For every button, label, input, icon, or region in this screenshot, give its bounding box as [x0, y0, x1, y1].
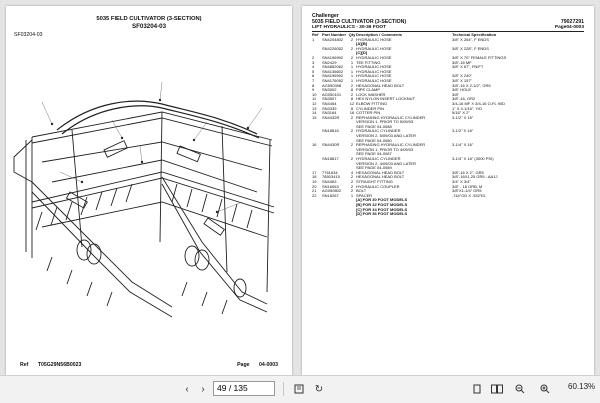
- part-number-cell: AG050101: [322, 91, 342, 97]
- part-number-cell: SN18816: [322, 128, 339, 134]
- description-cell: SEE PAGE 04-0089: [356, 166, 392, 171]
- ref-value: T05G29N56B0023: [37, 362, 82, 368]
- qty-cell: 2: [350, 114, 354, 120]
- description-cell: LOCK WASHER: [356, 92, 386, 97]
- spec-cell: 3-1/2" X 16": [452, 115, 474, 120]
- part-number-cell: [322, 212, 348, 217]
- ref-cell: 2: [312, 54, 315, 60]
- left-page-title: 5035 FIELD CULTIVATOR (3-SECTION): [96, 16, 202, 22]
- table-row: [312, 212, 586, 217]
- zoom-level[interactable]: 60.13%: [568, 382, 596, 391]
- qty-cell: 2: [350, 91, 354, 97]
- part-number-cell: SN4463: [322, 179, 337, 184]
- description-cell: [C] FOR 34 FOOT MODELS: [356, 207, 408, 212]
- spec-cell: 3-1/2" X 16": [452, 129, 474, 134]
- description-cell: HYDRAULIC CYLINDER: [356, 157, 401, 162]
- chevron-left-icon[interactable]: ‹: [185, 383, 189, 395]
- ref-cell: 10: [312, 91, 317, 97]
- rotate-icon[interactable]: ↻: [314, 383, 324, 395]
- description-cell: HEXAGONAL HEAD BOLT: [356, 83, 405, 88]
- spec-cell: 3/8": [452, 92, 459, 97]
- part-number-cell: AG050802: [322, 188, 342, 194]
- part-number-cell: SN4852062: [322, 64, 344, 70]
- description-cell: HEXAGONAL HEAD BOLT: [356, 170, 405, 175]
- spec-cell: 3/8" X 67", FN/FT: [452, 65, 484, 70]
- spec-cell: 3/4-16 MF X 3/4-16 O-FL 90D: [452, 101, 505, 106]
- doc-number: 79027291: [560, 19, 584, 25]
- description-cell: HYDRAULIC HOSE: [356, 74, 392, 79]
- brand-label: Challenger: [312, 13, 339, 19]
- ref-cell: 3: [312, 59, 315, 65]
- ref-cell: 9: [312, 87, 315, 93]
- part-number-cell: SN4136602: [322, 68, 344, 74]
- spec-cell: 3/8"-16 X 2", GR5: [452, 170, 484, 175]
- qty-cell: 2: [350, 179, 354, 184]
- description-cell: SEE PAGE 04-0087: [356, 152, 392, 157]
- part-number-cell: SN3507: [322, 96, 337, 102]
- description-cell: HEXAGONAL HEAD BOLT: [356, 175, 405, 180]
- zoom-in-icon[interactable]: [538, 382, 552, 396]
- spec-cell: 3/8" X 264", F ENDS: [452, 37, 489, 42]
- qty-cell: 2: [350, 188, 354, 194]
- two-page-icon[interactable]: [490, 382, 504, 396]
- section-title: LIFT HYDRAULICS - 30-36 FOOT: [312, 25, 387, 30]
- description-cell: HYDRAULIC HOSE: [356, 69, 392, 74]
- qty-cell: 4: [350, 169, 354, 175]
- ref-cell: 18: [312, 174, 317, 180]
- description-cell: VERSION 2, 4/09/03 AND LATER: [356, 161, 416, 166]
- description-cell: SPACER: [356, 193, 373, 198]
- qty-cell: 8: [350, 87, 354, 93]
- description-cell: HYDRAULIC HOSE: [356, 78, 392, 83]
- part-number-cell: SN3164: [322, 110, 337, 116]
- part-number-cell: SN3002: [322, 87, 337, 93]
- description-cell: CYLINDER PIN: [356, 106, 385, 111]
- right-page-title: 5035 FIELD CULTIVATOR (3-SECTION): [312, 19, 407, 25]
- spec-cell: 3/8" - 16 ORB, M: [452, 184, 483, 189]
- description-cell: STRAIGHT FITTING: [356, 180, 393, 184]
- spec-cell: 3/8"-16 MF: [452, 60, 472, 65]
- part-number-cell: SN2429: [322, 59, 337, 65]
- part-number-cell: SN4204802: [322, 36, 344, 42]
- table-body: [312, 38, 586, 217]
- part-number-cell: SN3339: [322, 105, 337, 111]
- page-label: Page: [237, 362, 250, 368]
- description-cell: [D] FOR 36 FOOT MODELS: [356, 212, 408, 217]
- spec-cell: 5/16" X 2": [452, 111, 470, 116]
- ref-cell: 13: [312, 105, 317, 111]
- description-cell: [C][D]: [356, 51, 368, 56]
- right-document-page: [302, 6, 594, 376]
- description-cell: TEE FITTING: [356, 60, 381, 65]
- part-number-cell: SN4196992: [322, 54, 344, 60]
- ref-cell: 11: [312, 96, 317, 102]
- spec-cell: [452, 212, 586, 217]
- part-number-cell: SN18817: [322, 156, 339, 162]
- spec-cell: 1" X 4-1/16", Y/D: [452, 106, 483, 111]
- qty-cell: 2: [350, 156, 354, 162]
- part-number-cell: 78503415: [322, 174, 340, 180]
- spec-cell: .744"OD X .532"ID,: [452, 193, 487, 198]
- chevron-right-icon[interactable]: ›: [201, 383, 205, 395]
- left-document-page: [6, 6, 292, 376]
- description-cell: [A] FOR 30 FOOT MODELS: [356, 198, 408, 203]
- viewer-toolbar: [0, 375, 600, 403]
- qty-cell: 1: [350, 73, 354, 79]
- parts-diagram: [12, 42, 288, 342]
- description-cell: HYDRAULIC HOSE: [356, 37, 392, 42]
- description-cell: SEE PAGE 04-0080: [356, 138, 392, 143]
- spec-cell: 3/4" X 3/4": [452, 180, 471, 184]
- ref-cell: 22: [312, 192, 317, 198]
- description-cell: BOLT: [356, 189, 367, 194]
- spec-cell: 3/8"X1-1/4" GR5: [452, 189, 482, 194]
- qty-cell: 1: [350, 59, 354, 65]
- description-cell: HYDRAULIC CYLINDER: [356, 129, 401, 134]
- qty-cell: 2: [350, 128, 354, 134]
- ref-cell: 6: [312, 73, 315, 79]
- qty-cell: 8: [350, 96, 354, 102]
- qty-cell: 2: [350, 45, 354, 51]
- description-cell: REPHASING HYDRAULIC CYLINDER: [356, 115, 426, 120]
- description-cell: HYDRAULIC COUPLER: [356, 184, 400, 189]
- ref-cell: 14: [312, 110, 317, 116]
- ref-cell: 5: [312, 68, 315, 74]
- part-number-cell: SN16063: [322, 183, 339, 189]
- spec-cell: 3/8"-16 X 2-1/2", GR5: [452, 83, 491, 88]
- ref-cell: 16: [312, 142, 317, 148]
- part-number-cell: SN4454: [322, 100, 337, 106]
- description-cell: HYDRAULIC HOSE: [356, 65, 392, 70]
- description-cell: HYDRAULIC HOSE: [356, 46, 392, 51]
- ref-cell: 15: [312, 114, 317, 120]
- qty-cell: [348, 212, 356, 217]
- spec-cell: 3/8" X 228", F ENDS: [452, 46, 489, 51]
- qty-cell: 2: [350, 174, 354, 180]
- ref-cell: 20: [312, 183, 317, 189]
- qty-cell: 12: [349, 100, 355, 106]
- ref-cell: 1: [312, 36, 315, 42]
- part-number-cell: 7761634: [322, 169, 338, 175]
- spec-cell: 3-1/4" X 16": [452, 143, 474, 148]
- header-description: Description / Comments: [356, 33, 403, 37]
- description-cell: HEX NYLON INSERT LOCKNUT: [356, 97, 415, 102]
- ref-cell: 12: [312, 100, 317, 106]
- qty-cell: 1: [350, 192, 354, 198]
- spec-cell: 3/8" X 157": [452, 78, 472, 83]
- ref-cell: 4: [312, 64, 315, 70]
- page-number-input[interactable]: [213, 381, 275, 396]
- header-qty: Qty: [348, 32, 356, 37]
- part-number-cell: SN4196992: [322, 73, 344, 79]
- divider: [283, 382, 284, 396]
- description-cell: PIPE CLAMP: [356, 88, 381, 93]
- spec-cell: 3/8" HOLE: [452, 88, 471, 93]
- ref-cell: 21: [312, 188, 317, 194]
- description-cell: COTTER PIN: [356, 111, 381, 116]
- qty-cell: 2: [350, 36, 354, 42]
- qty-cell: 1: [350, 68, 354, 74]
- qty-cell: 2: [350, 183, 354, 189]
- spec-cell: 3/8" X 240": [452, 74, 472, 79]
- left-page-number: [237, 362, 278, 368]
- qty-cell: 8: [350, 105, 354, 111]
- header-ref: Ref: [312, 32, 319, 37]
- part-number-cell: SN4176092: [322, 77, 344, 83]
- left-page-subtitle: SF03204-03: [131, 23, 167, 30]
- part-number-cell: AG590398: [322, 82, 342, 88]
- fit-page-icon[interactable]: [292, 382, 306, 396]
- ref-cell: 8: [312, 82, 315, 88]
- ref-cell: [312, 212, 322, 217]
- header-part-number: Part Number: [322, 32, 347, 37]
- figure-label: SF03204-03: [14, 32, 43, 38]
- description-cell: SEE PAGE 04-0088: [356, 124, 392, 129]
- qty-cell: 2: [350, 54, 354, 60]
- description-cell: VERSION 1, PRIOR TO 5/09/03: [356, 120, 414, 125]
- ref-cell: 17: [312, 169, 317, 175]
- parts-table: [312, 33, 586, 217]
- description-cell: ELBOW FITTING: [356, 101, 388, 106]
- spec-cell: 3-1/4" X 16" (3000 PSI): [452, 157, 494, 162]
- spec-cell: 3/8"-16, GR2: [452, 97, 476, 102]
- description-cell: [A][B]: [356, 42, 368, 47]
- page-ref: Page04-0003: [554, 25, 584, 30]
- part-number-cell: SN4226052: [322, 45, 344, 51]
- qty-cell: 1: [350, 64, 354, 70]
- description-cell: [B] FOR 32 FOOT MODELS: [356, 202, 408, 207]
- spec-cell: 3/8" X 70" FEMALE FITTINGS: [452, 55, 507, 60]
- part-number-cell: SN4432R: [322, 114, 340, 120]
- qty-cell: 1: [350, 77, 354, 83]
- description-cell: VERSION 2, 5/09/03 AND LATER: [356, 134, 416, 139]
- page-value: 04-0003: [258, 362, 278, 368]
- header-spec: Technical Specification: [452, 33, 497, 37]
- qty-cell: 16: [349, 110, 355, 116]
- single-page-icon[interactable]: [470, 382, 484, 396]
- ref-cell: 7: [312, 77, 315, 83]
- ref-cell: 19: [312, 179, 317, 184]
- spec-cell: 3/8"-16X1.25 GR5 - AA1J: [452, 175, 498, 180]
- part-number-cell: SN4430R: [322, 142, 340, 148]
- description-cell: VERSION 1, PRIOR TO 4/09/03: [356, 147, 414, 152]
- description-cell: REPHASING HYDRAULIC CYLINDER: [356, 143, 426, 148]
- zoom-out-icon[interactable]: [513, 382, 527, 396]
- part-number-cell: SN18267: [322, 192, 339, 198]
- qty-cell: 2: [350, 142, 354, 148]
- qty-cell: 2: [350, 82, 354, 88]
- description-cell: HYDRAULIC HOSE: [356, 55, 392, 60]
- ref-label: Ref: [20, 362, 29, 368]
- left-ref: [20, 362, 81, 368]
